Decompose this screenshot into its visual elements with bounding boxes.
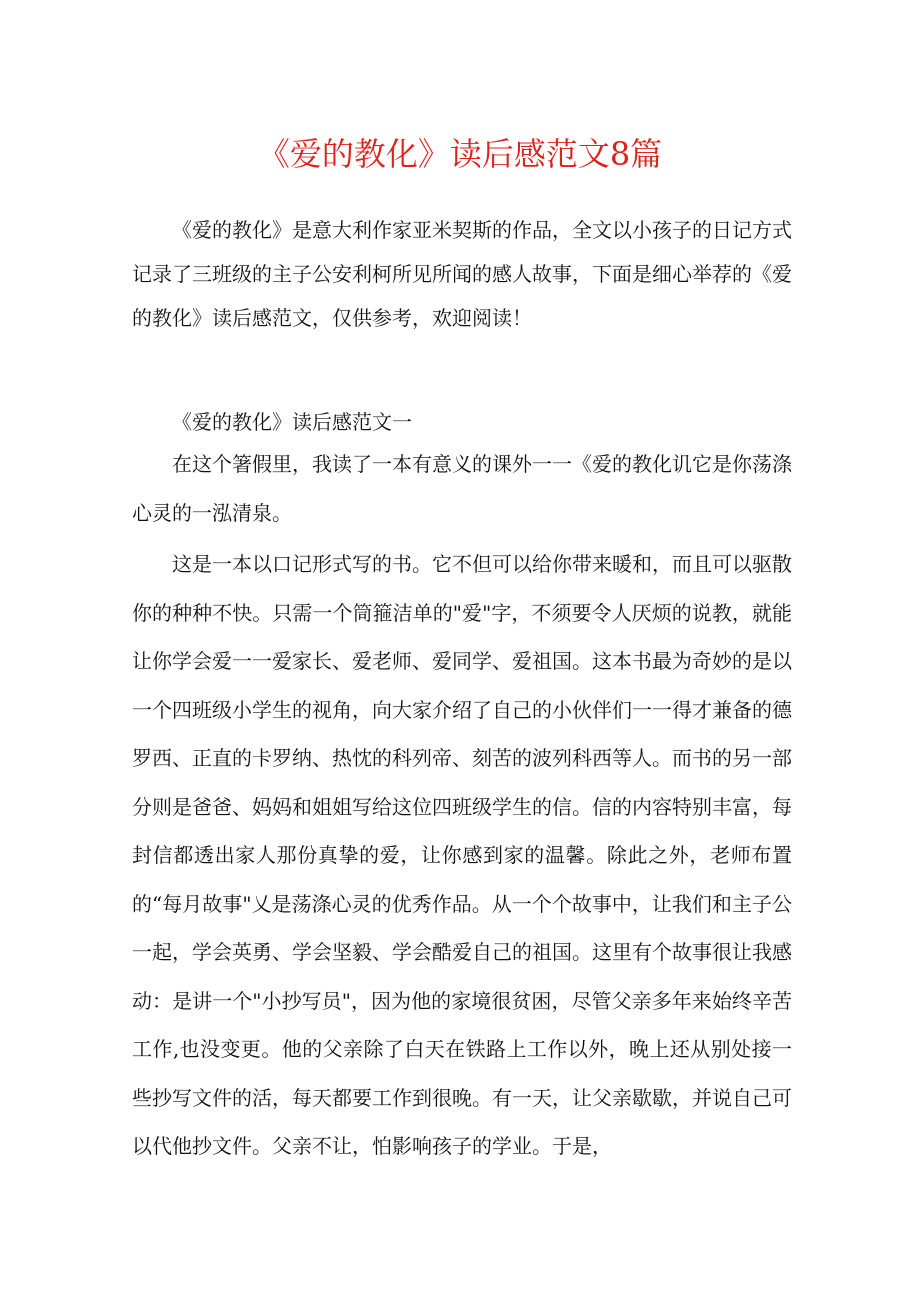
body-paragraph: 这是一本以口记形式写的书。它不但可以给你带来暖和，而且可以驱散你的种种不快。只需一个筒箍洁单的"爱"字，不须要令人厌烦的说教，就能让你学会爱一一爱家长、爱老师、爱同学、爱祖国。这本书最为奇妙的是以一个四班级小学生的视角，向大家介绍了自己的小伙伴们一一得才兼备的德罗西、正直的卡罗纳、热忱的科列帝、刻苦的波列科西等人。而书的另一部分则是爸爸、妈妈和姐姐写给这位四班级学生的信。信的内容特别丰富，每封信都透出家人那份真挚的爱，让你感到家的温馨。除此之外，老师布置的“每月故事"乂是荡涤心灵的优秀作品。从一个个故事中，让我们和主子公一起，学会英勇、学会坚毅、学会酷爱自己的祖国。这里有个故事很让我感动：是讲一个"小抄写员"，因为他的家境很贫困，尽管父亲多年来始终辛苦工作,也没变更。他的父亲除了白天在铁路上工作以外，晚上还从别处接一些抄写文件的活，每天都要工作到很晚。有一天，让父亲歇歇，并说自己可以代他抄文件。父亲不让，怕影响孩子的学业。于是， [132,552,792,1158]
document-title: 《爱的教化》读后感范文8篇 [257,135,663,173]
section-heading: 《爱的教化》读后感范文一 [172,410,412,434]
body-paragraph: 在这个箸假里，我读了一本有意义的课外一一《爱的教化讥它是你荡涤心灵的一泓清泉。 [132,452,792,525]
intro-paragraph: 《爱的教化》是意大利作家亚米契斯的作品，全文以小孩子的日记方式记录了三班级的主子公安利柯所见所闻的感人故事，下面是细心举荐的《爱的教化》读后感范文，仅供参考，欢迎阅读！ [132,218,792,330]
